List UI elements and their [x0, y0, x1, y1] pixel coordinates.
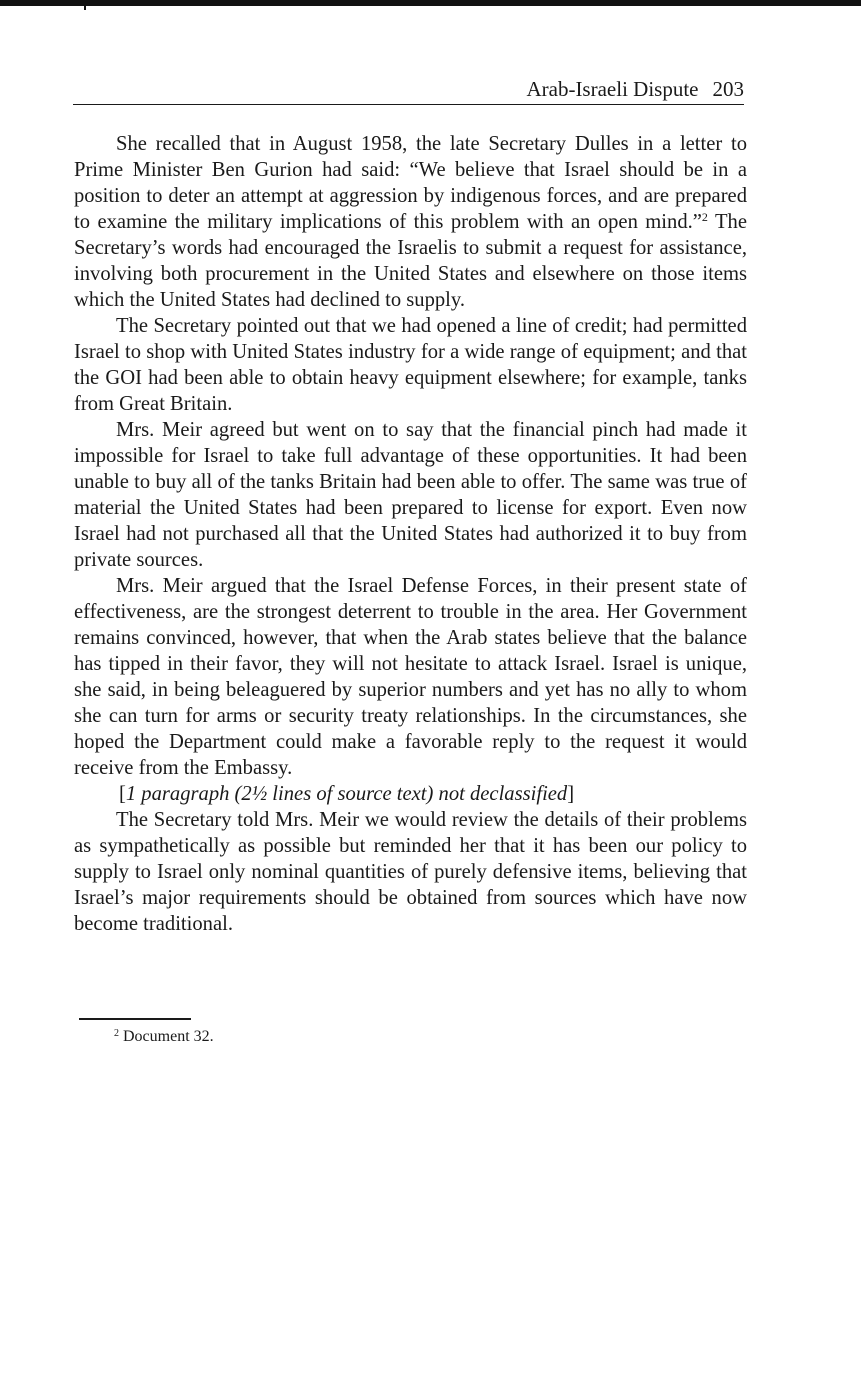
open-bracket: [ — [119, 783, 126, 805]
running-head-title: Arab-Israeli Dispute — [526, 77, 699, 101]
running-head — [73, 76, 744, 105]
editorial-note-not-declassified — [74, 781, 747, 807]
close-bracket: ] — [567, 783, 575, 805]
footnote-reference: 2 — [701, 210, 708, 224]
footnote — [114, 1027, 214, 1047]
footnote-text: Document 32. — [123, 1028, 214, 1045]
body-text — [74, 131, 747, 937]
page-top-border — [0, 0, 861, 6]
paragraph-text: The Secretary’s words had encouraged the Israelis to submit a request for assistance, involving both procurement in the United States and elsewhere on those items which the United States had declined to supply. — [74, 211, 747, 311]
page-number: 203 — [712, 77, 744, 101]
editorial-note-text: 1 paragraph (2½ lines of source text) not declassified — [125, 783, 568, 805]
footnote-number: 2 — [114, 1028, 119, 1039]
paragraph-secretary-credit: The Secretary pointed out that we had opened a line of credit; had permitted Israel to shop with United States industry for a wide range of equipment; and that the GOI had been able to obtain heavy equipment elsewhere; for example, tanks from Great Britain. — [74, 315, 747, 415]
paragraph-secretary-review: The Secretary told Mrs. Meir we would review the details of their problems as sympathetically as possible but reminded her that it has been our policy to supply to Israel only nominal quantities of purely defensive items, believing that Israel’s major requirements should be obtained from sources which have now become traditional. — [74, 809, 747, 935]
paragraph-dulles-letter — [74, 131, 747, 313]
paragraph-meir-financial-pinch: Mrs. Meir agreed but went on to say that the financial pinch had made it impossible for Israel to take full advantage of these opportunities. It had been unable to buy all of the tanks Britain had been able to offer. The same was true of material the United States had been prepared to license for export. Even now Israel had not purchased all that the United States had authorized it to buy from private sources. — [74, 419, 747, 571]
page-top-border-notch — [84, 0, 86, 10]
paragraph-meir-idf-deterrent: Mrs. Meir argued that the Israel Defense Forces, in their present state of effectiveness, are the strongest deterrent to trouble in the area. Her Government remains convinced, however, that when the Arab states believe that the balance has tipped in their favor, they will not hesitate to attack Israel. Israel is unique, she said, in being beleaguered by superior numbers and yet has no ally to whom she can turn for arms or security treaty relationships. In the circumstances, she hoped the Department could make a favorable reply to the request it would receive from the Embassy. — [74, 575, 747, 779]
paragraph-text: She recalled that in August 1958, the late Secretary Dulles in a letter to Prime Minister Ben Gurion had said: “We believe that Israel should be in a position to deter an attempt at aggression by indigenous forces, and are prepared to examine the military implications of this problem with an open mind.” — [74, 133, 747, 233]
footnote-separator — [79, 1018, 191, 1020]
